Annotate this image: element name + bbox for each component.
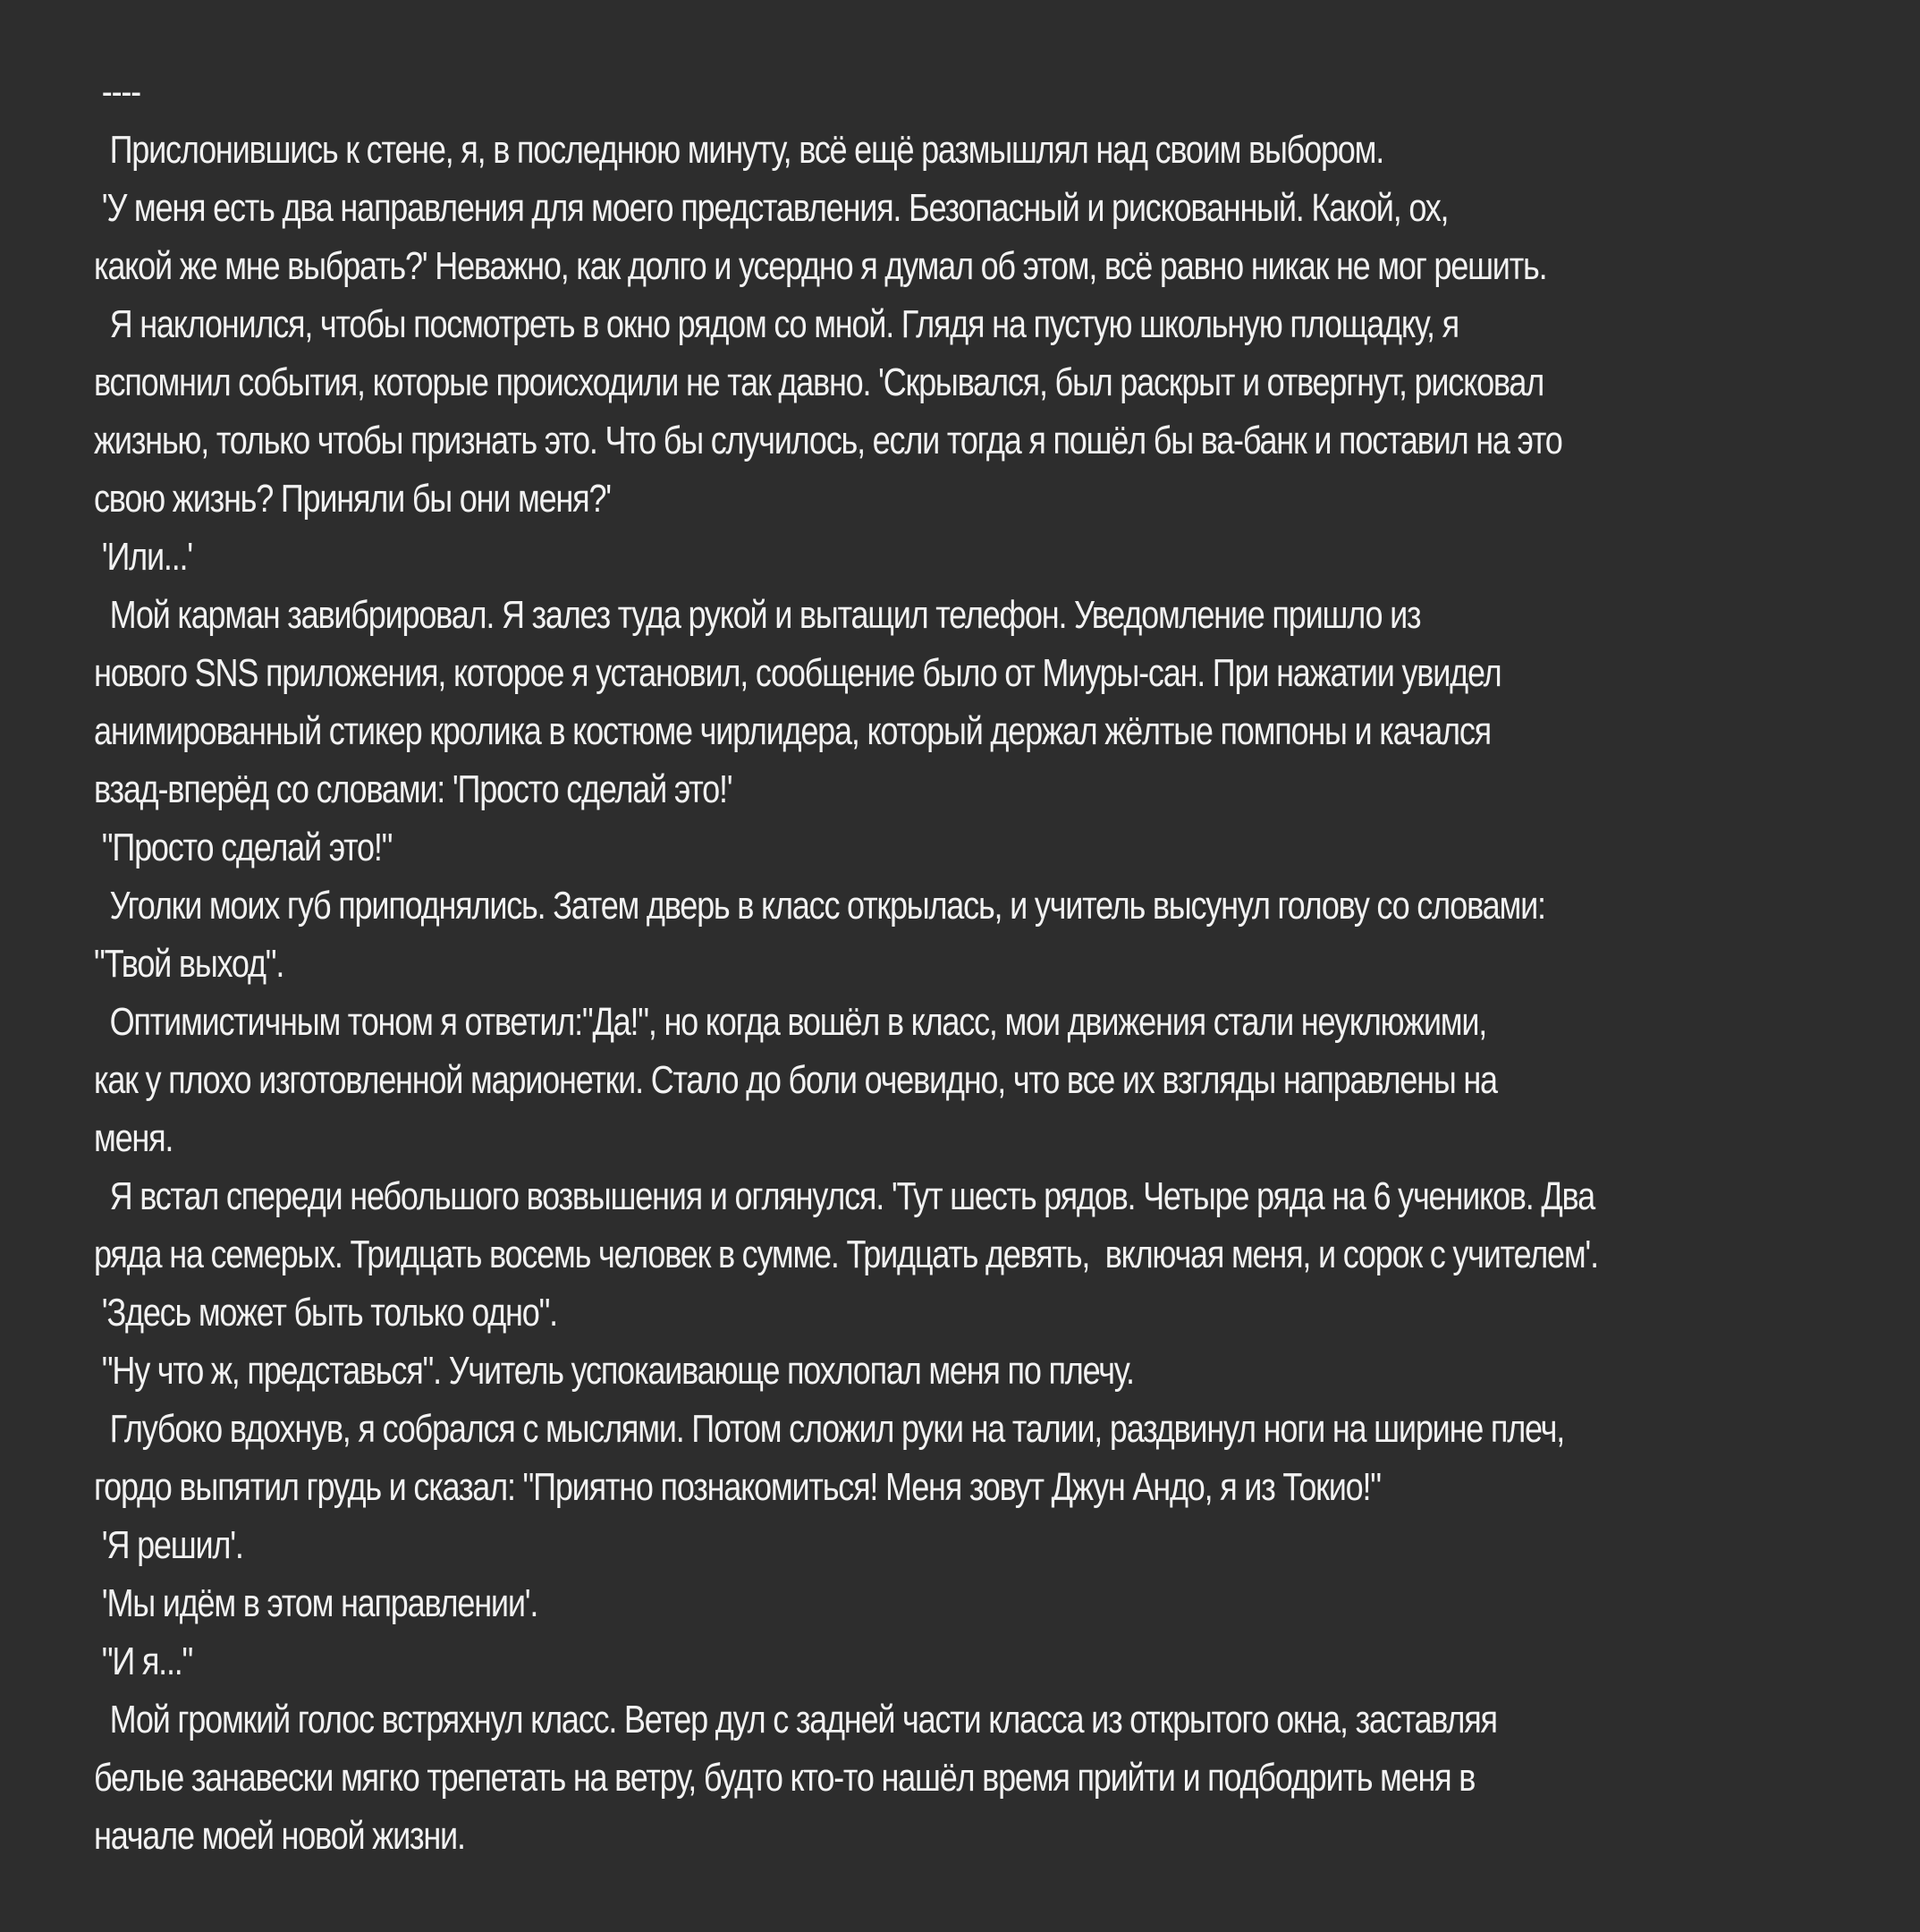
text-line: Я наклонился, чтобы посмотреть в окно рядом со мной. Глядя на пустую школьную площадку, я	[94, 302, 1459, 346]
text-line: 'Я решил'.	[94, 1523, 243, 1567]
text-line: какой же мне выбрать?' Неважно, как долго и усердно я думал об этом, всё равно никак не мог решить.	[94, 244, 1547, 288]
text-line: ----	[94, 70, 140, 114]
text-line: Уголки моих губ приподнялись. Затем дверь в класс открылась, и учитель высунул голову со словами:	[94, 884, 1545, 928]
text-line: жизнью, только чтобы признать это. Что бы случилось, если тогда я пошёл бы ва-банк и поставил на это	[94, 419, 1562, 462]
text-line: 'Или...'	[94, 535, 192, 579]
text-line: анимированный стикер кролика в костюме чирлидера, который держал жёлтые помпоны и качался	[94, 709, 1491, 753]
text-line: нового SNS приложения, которое я установил, сообщение было от Миуры-сан. При нажатии увидел	[94, 651, 1501, 695]
text-line: Мой карман завибрировал. Я залез туда рукой и вытащил телефон. Уведомление пришло из	[94, 593, 1421, 637]
text-line: "Просто сделай это!"	[94, 826, 393, 869]
text-line: как у плохо изготовленной марионетки. Стало до боли очевидно, что все их взгляды направлены на	[94, 1058, 1497, 1102]
text-line: 'У меня есть два направления для моего представления. Безопасный и рискованный. Какой, ох,	[94, 186, 1449, 230]
text-line: Я встал спереди небольшого возвышения и оглянулся. 'Тут шесть рядов. Четыре ряда на 6 учеников. Два	[94, 1174, 1594, 1218]
text-line: Мой громкий голос встряхнул класс. Ветер дул с задней части класса из открытого окна, заставляя	[94, 1698, 1497, 1741]
text-line: 'Здесь может быть только одно".	[94, 1291, 557, 1335]
text-line: Оптимистичным тоном я ответил:"Да!", но когда вошёл в класс, мои движения стали неуклюжими,	[94, 1000, 1487, 1044]
text-line: ряда на семерых. Тридцать восемь человек в сумме. Тридцать девять, включая меня, и сорок с учителем'.	[94, 1233, 1598, 1276]
text-line: Прислонившись к стене, я, в последнюю минуту, всё ещё размышлял над своим выбором.	[94, 128, 1383, 172]
text-line: "Ну что ж, представься". Учитель успокаивающе похлопал меня по плечу.	[94, 1349, 1134, 1393]
text-line: взад-вперёд со словами: 'Просто сделай это!'	[94, 767, 732, 811]
text-line: вспомнил события, которые происходили не так давно. 'Скрывался, был раскрыт и отвергнут, рисковал	[94, 360, 1544, 404]
document-text	[94, 63, 1598, 1865]
text-line: 'Мы идём в этом направлении'.	[94, 1581, 538, 1625]
text-line: свою жизнь? Приняли бы они меня?'	[94, 477, 611, 521]
text-line: "И я..."	[94, 1640, 193, 1683]
text-line: "Твой выход".	[94, 942, 284, 986]
text-line: начале моей новой жизни.	[94, 1814, 465, 1858]
text-line: Глубоко вдохнув, я собрался с мыслями. Потом сложил руки на талии, раздвинул ноги на ширине плеч,	[94, 1407, 1565, 1451]
text-line: гордо выпятил грудь и сказал: "Приятно познакомиться! Меня зовут Джун Андо, я из Токио!"	[94, 1465, 1381, 1509]
text-line: белые занавески мягко трепетать на ветру, будто кто-то нашёл время прийти и подбодрить меня в	[94, 1756, 1476, 1800]
text-line: меня.	[94, 1116, 173, 1160]
